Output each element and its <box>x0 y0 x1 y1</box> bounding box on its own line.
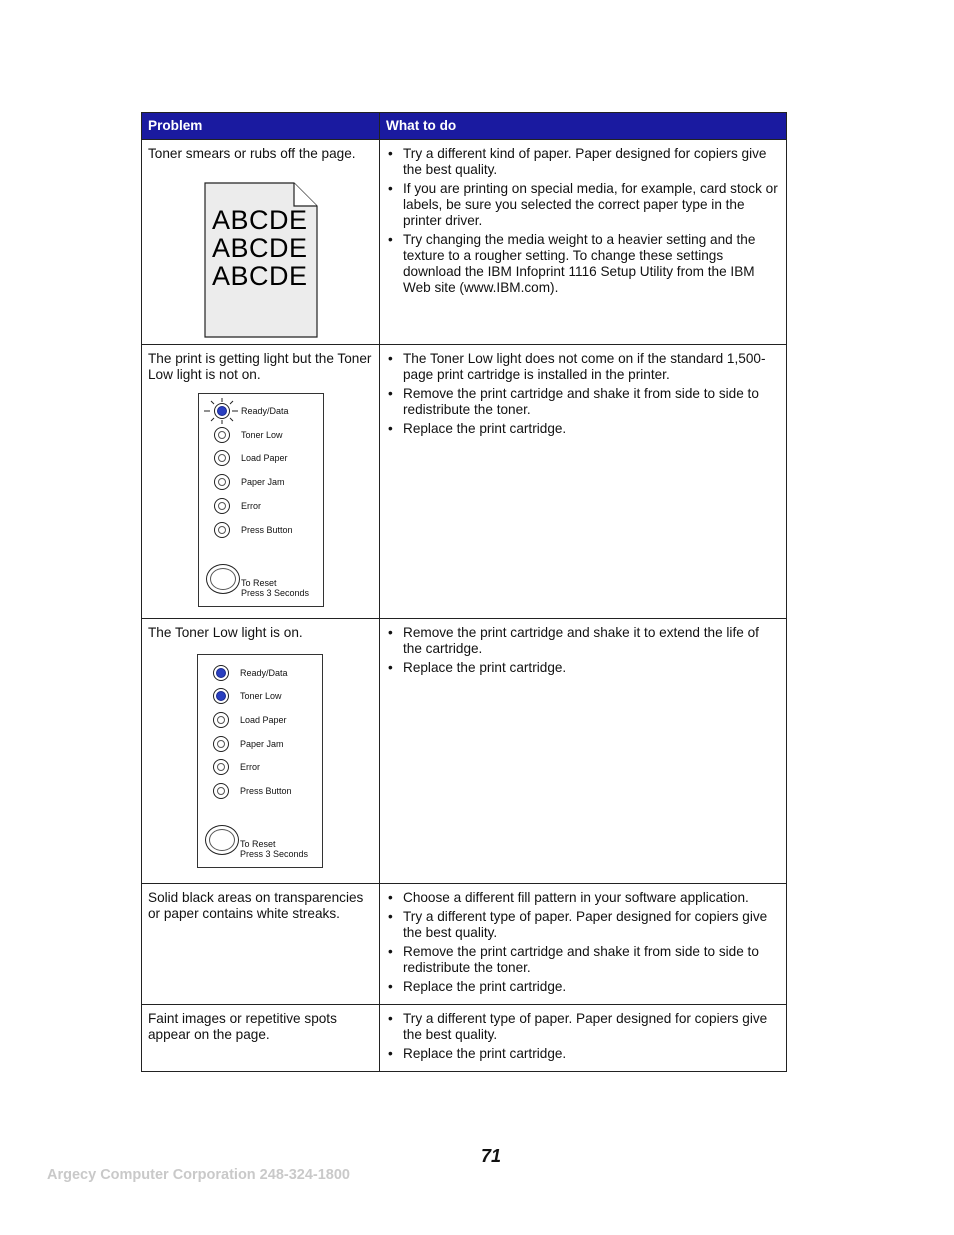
led-row-press-button <box>213 783 318 801</box>
led-label: Ready/Data <box>241 406 289 416</box>
problem-text: The Toner Low light is on. <box>148 625 303 640</box>
reset-instructions <box>241 578 309 598</box>
led-label: Load Paper <box>241 453 288 463</box>
list-item: • If you are printing on special media, for example, card stock or labels, be sure you selected the correct paper type in the printer driver. <box>386 181 780 229</box>
list-item: • Remove the print cartridge and shake it from side to side to redistribute the toner. <box>386 386 780 418</box>
problem-text: Solid black areas on transparencies or paper contains white streaks. <box>148 890 364 921</box>
sample-text-line: ABCDE <box>212 261 308 291</box>
led-row-toner-low <box>213 688 318 706</box>
led-label: Load Paper <box>240 715 287 725</box>
list-item: • Choose a different fill pattern in your software application. <box>386 890 780 906</box>
led-row-toner-low <box>214 427 319 445</box>
led-ready-data-icon <box>213 665 229 681</box>
steps-cell <box>380 140 787 345</box>
steps-list <box>386 625 780 676</box>
led-paper-jam-icon <box>214 474 230 490</box>
led-row-error <box>213 759 318 777</box>
reset-button-icon <box>205 825 239 855</box>
led-row-paper-jam <box>214 474 319 492</box>
reset-line: Press 3 Seconds <box>240 849 309 859</box>
led-ready-data-icon <box>214 403 230 419</box>
led-row-load-paper <box>213 712 318 730</box>
troubleshooting-table <box>141 112 787 1072</box>
steps-cell <box>380 1005 787 1072</box>
problem-text: Faint images or repetitive spots appear on the page. <box>148 1011 337 1042</box>
led-row-ready-data <box>213 665 318 683</box>
led-row-load-paper <box>214 450 319 468</box>
led-paper-jam-icon <box>213 736 229 752</box>
led-label: Press Button <box>241 525 293 535</box>
led-label: Error <box>240 762 260 772</box>
steps-list <box>386 1011 780 1062</box>
reset-line: To Reset <box>241 578 277 588</box>
led-label: Toner Low <box>240 691 282 701</box>
smeared-page-illustration <box>204 182 318 338</box>
led-toner-low-icon <box>214 427 230 443</box>
led-press-button-icon <box>214 522 230 538</box>
led-row-paper-jam <box>213 736 318 754</box>
led-label: Ready/Data <box>240 668 288 678</box>
reset-line: To Reset <box>240 839 276 849</box>
page-number: 71 <box>481 1146 502 1166</box>
table-row <box>142 619 787 884</box>
reset-button-icon <box>206 564 240 594</box>
header-problem: Problem <box>142 113 380 140</box>
sample-text-line: ABCDE <box>212 233 308 263</box>
table-row <box>142 1005 787 1072</box>
led-toner-low-icon <box>213 688 229 704</box>
steps-cell <box>380 345 787 619</box>
led-row-error <box>214 498 319 516</box>
list-item: • The Toner Low light does not come on if the standard 1,500-page print cartridge is installed in the printer. <box>386 351 780 383</box>
list-item: • Try a different kind of paper. Paper designed for copiers give the best quality. <box>386 146 780 178</box>
problem-cell <box>142 1005 380 1072</box>
led-label: Paper Jam <box>241 477 285 487</box>
steps-cell <box>380 884 787 1005</box>
steps-list <box>386 351 780 437</box>
steps-list <box>386 146 780 296</box>
led-load-paper-icon <box>213 712 229 728</box>
reset-line: Press 3 Seconds <box>241 588 310 598</box>
list-item: • Replace the print cartridge. <box>386 660 780 676</box>
led-label: Toner Low <box>241 430 283 440</box>
list-item: • Try changing the media weight to a heavier setting and the texture to a rougher setting. To change these settings download the IBM Infoprint 1116 Setup Utility from the IBM Web site (www.IBM.com). <box>386 232 780 296</box>
list-item: • Replace the print cartridge. <box>386 979 780 995</box>
list-item: • Remove the print cartridge and shake it from side to side to redistribute the toner. <box>386 944 780 976</box>
led-error-icon <box>213 759 229 775</box>
problem-text: The print is getting light but the Toner Low light is not on. <box>148 351 372 382</box>
table-row <box>142 140 787 345</box>
table-header-row <box>142 113 787 140</box>
operator-panel-illustration <box>198 393 324 607</box>
table-row <box>142 884 787 1005</box>
header-what-to-do: What to do <box>380 113 787 140</box>
operator-panel-illustration <box>197 654 323 868</box>
led-label: Paper Jam <box>240 739 284 749</box>
list-item: • Try a different type of paper. Paper designed for copiers give the best quality. <box>386 909 780 941</box>
led-load-paper-icon <box>214 450 230 466</box>
problem-cell <box>142 140 380 345</box>
led-row-ready-data <box>214 403 319 421</box>
problem-cell <box>142 884 380 1005</box>
steps-cell <box>380 619 787 884</box>
list-item: • Try a different type of paper. Paper designed for copiers give the best quality. <box>386 1011 780 1043</box>
problem-cell <box>142 345 380 619</box>
list-item: • Remove the print cartridge and shake it to extend the life of the cartridge. <box>386 625 780 657</box>
list-item: • Replace the print cartridge. <box>386 1046 780 1062</box>
problem-text: Toner smears or rubs off the page. <box>148 146 356 161</box>
sample-text-line: ABCDE <box>212 205 308 235</box>
list-item: • Replace the print cartridge. <box>386 421 780 437</box>
led-row-press-button <box>214 522 319 540</box>
table-row <box>142 345 787 619</box>
led-press-button-icon <box>213 783 229 799</box>
led-label: Error <box>241 501 261 511</box>
led-label: Press Button <box>240 786 292 796</box>
led-error-icon <box>214 498 230 514</box>
footer-note: Argecy Computer Corporation 248-324-1800 <box>47 1167 350 1183</box>
problem-cell <box>142 619 380 884</box>
reset-instructions <box>240 839 308 859</box>
steps-list <box>386 890 780 995</box>
